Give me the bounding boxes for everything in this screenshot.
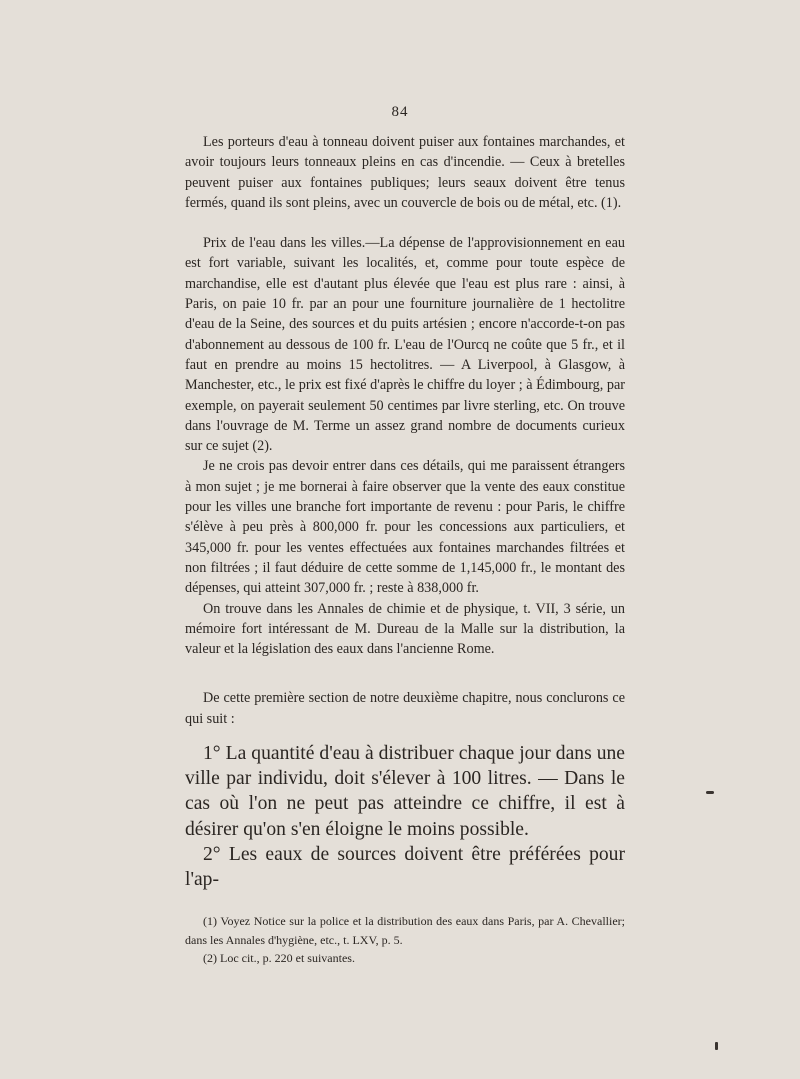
conclusions-list: [185, 741, 625, 892]
text-block: [185, 132, 625, 968]
paragraph-water-revenue: Je ne crois pas devoir entrer dans ces détails, qui me paraissent étrangers à mon sujet ; je me bornerai à faire observer que la vente des eaux constitue pour les villes une branche fort importante de revenu : pour Paris, le chiffre s'élève à peu près à 800,000 fr. pour les concessions aux particuliers, et 345,000 fr. pour les ventes effectuées aux fontaines marchandes filtrées et non filtrées ; il faut déduire de cette somme de 1,145,000 fr., le montant des dépenses, qui atteint 307,000 fr. ; reste à 838,000 fr.: [185, 458, 625, 597]
footnote-2: (2) Loc cit., p. 220 et suivantes.: [203, 951, 355, 966]
footnote-1: (1) Voyez Notice sur la police et la distribution des eaux dans Paris, par A. Chevallier; dans les Annales d'hygiène, etc., t. LXV, p. 5.: [185, 914, 625, 947]
paragraph-conclusion-intro: De cette première section de notre deuxième chapitre, nous conclurons ce qui suit :: [185, 690, 625, 727]
section-spacer: [185, 659, 625, 688]
paragraph-annales-reference: On trouve dans les Annales de chimie et de physique, t. VII, 3 série, un mémoire fort intéressant de M. Dureau de la Malle sur la distribution, la valeur et la législation des eaux dans l'ancienne Rome.: [185, 600, 625, 658]
ink-mark-right: [706, 791, 714, 794]
conclusion-item-2: 2° Les eaux de sources doivent être préférées pour l'ap-: [185, 843, 625, 891]
body-text: [185, 132, 625, 729]
paragraph-water-price: Prix de l'eau dans les villes.—La dépense de l'approvisionnement en eau est fort variable, suivant les localités, et, comme pour toute espèce de marchandise, elle est d'autant plus élevée que l'eau est plus rare : ainsi, à Paris, on paie 10 fr. par an pour une fourniture journalière de 1 hectolitre d'eau de la Seine, des sources et du puits artésien ; encore n'accorde-t-on pas d'abonnement au dessous de 100 fr. L'eau de l'Ourcq ne coûte que 5 fr., et il faut en prendre au moins 15 hectolitres. — A Liverpool, à Glasgow, à Manchester, etc., le prix est fixé d'après le chiffre du loyer ; à Édimbourg, par exemple, on payerait seulement 50 centimes par livre sterling, etc. On trouve dans l'ouvrage de M. Terme un assez grand nombre de documents curieux sur ce sujet (2).: [185, 235, 625, 455]
conclusion-item-1: 1° La quantité d'eau à distribuer chaque jour dans une ville par individu, doit s'élever à 100 litres. — Dans le cas où l'on ne peut pas atteindre ce chiffre, il est à désirer qu'on s'en éloigne le moins possible.: [185, 743, 625, 840]
ink-mark-bottom-right: [715, 1042, 718, 1050]
footnotes: [185, 912, 625, 968]
page-number: 84: [391, 104, 409, 120]
paragraph-water-carriers: Les porteurs d'eau à tonneau doivent puiser aux fontaines marchandes, et avoir toujours leurs tonneaux pleins en cas d'incendie. — Ceux à bretelles peuvent puiser aux fontaines publiques; leurs seaux doivent être tenus fermés, quand ils sont pleins, avec un couvercle de bois ou de métal, etc. (1).: [185, 134, 625, 211]
